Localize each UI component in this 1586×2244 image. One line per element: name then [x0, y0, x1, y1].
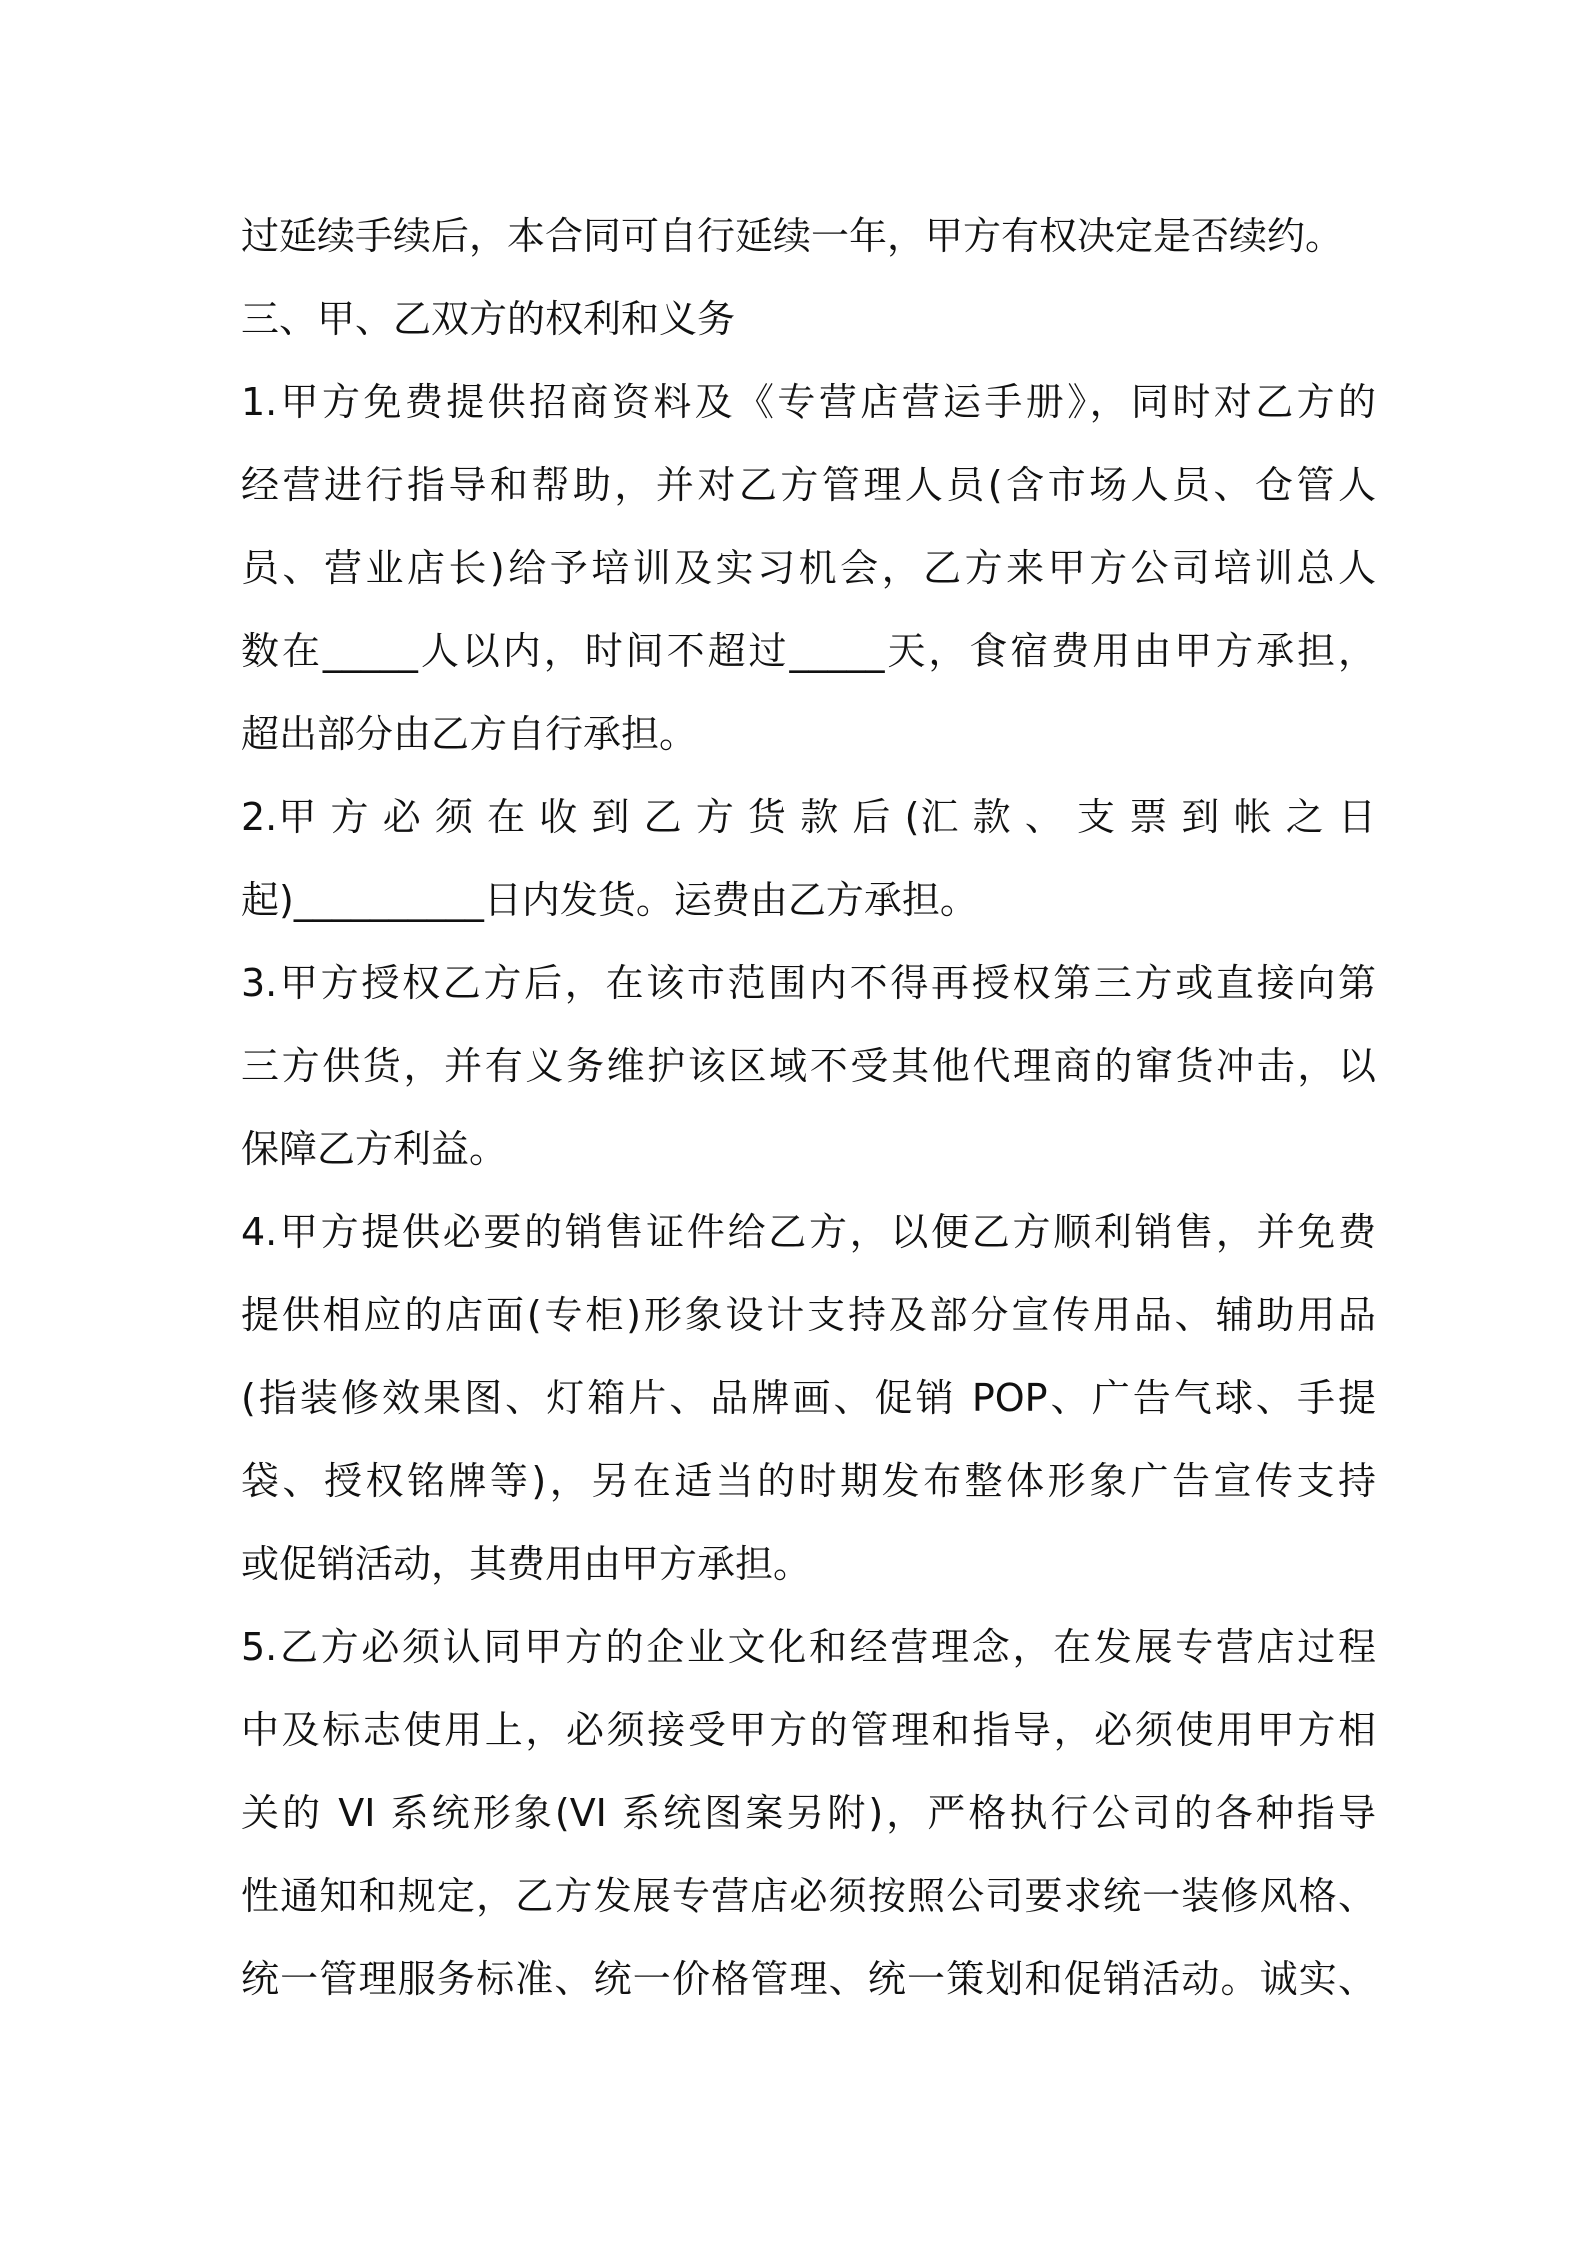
text-line: 或促销活动，其费用由甲方承担。 [241, 1542, 812, 1586]
text-line: 2.甲 方 必 须 在 收 到 乙 方 货 款 后 (汇 款 、 支 票 到 帐 之 日 [241, 795, 1376, 839]
text-line: 三方供货，并有义务维护该区域不受其他代理商的窜货冲击，以 [241, 1044, 1376, 1088]
text-line: 统一管理服务标准、统一价格管理、统一策划和促销活动。诚实、 [241, 1957, 1376, 2001]
text-line: 中及标志使用上，必须接受甲方的管理和指导，必须使用甲方相 [241, 1708, 1376, 1752]
text-line: 数在_____人以内，时间不超过_____天，食宿费用由甲方承担， [241, 629, 1376, 673]
text-line: 关的 VI 系统形象(VI 系统图案另附)，严格执行公司的各种指导 [241, 1791, 1376, 1835]
text-line: 袋、授权铭牌等)，另在适当的时期发布整体形象广告宣传支持 [241, 1459, 1376, 1503]
text-line: 超出部分由乙方自行承担。 [241, 712, 698, 756]
text-line: 提供相应的店面(专柜)形象设计支持及部分宣传用品、辅助用品 [241, 1293, 1376, 1337]
section-heading: 三、甲、乙双方的权利和义务 [241, 297, 736, 341]
text-line: 1.甲方免费提供招商资料及《专营店营运手册》，同时对乙方的 [241, 380, 1376, 424]
text-line: 员、营业店长)给予培训及实习机会，乙方来甲方公司培训总人 [241, 546, 1376, 590]
text-line: 3.甲方授权乙方后，在该市范围内不得再授权第三方或直接向第 [241, 961, 1376, 1005]
text-line: 4.甲方提供必要的销售证件给乙方，以便乙方顺利销售，并免费 [241, 1210, 1376, 1254]
text-line: 过延续手续后，本合同可自行延续一年，甲方有权决定是否续约。 [241, 214, 1344, 258]
text-line: 保障乙方利益。 [241, 1127, 508, 1171]
text-line: 经营进行指导和帮助，并对乙方管理人员(含市场人员、仓管人 [241, 463, 1376, 507]
text-line: 性通知和规定，乙方发展专营店必须按照公司要求统一装修风格、 [241, 1874, 1376, 1918]
text-line: 5.乙方必须认同甲方的企业文化和经营理念，在发展专营店过程 [241, 1625, 1376, 1669]
contract-text [241, 195, 1376, 2021]
text-line: (指装修效果图、灯箱片、品牌画、促销 POP、广告气球、手提 [241, 1376, 1376, 1420]
text-line: 起)__________日内发货。运费由乙方承担。 [241, 878, 978, 922]
